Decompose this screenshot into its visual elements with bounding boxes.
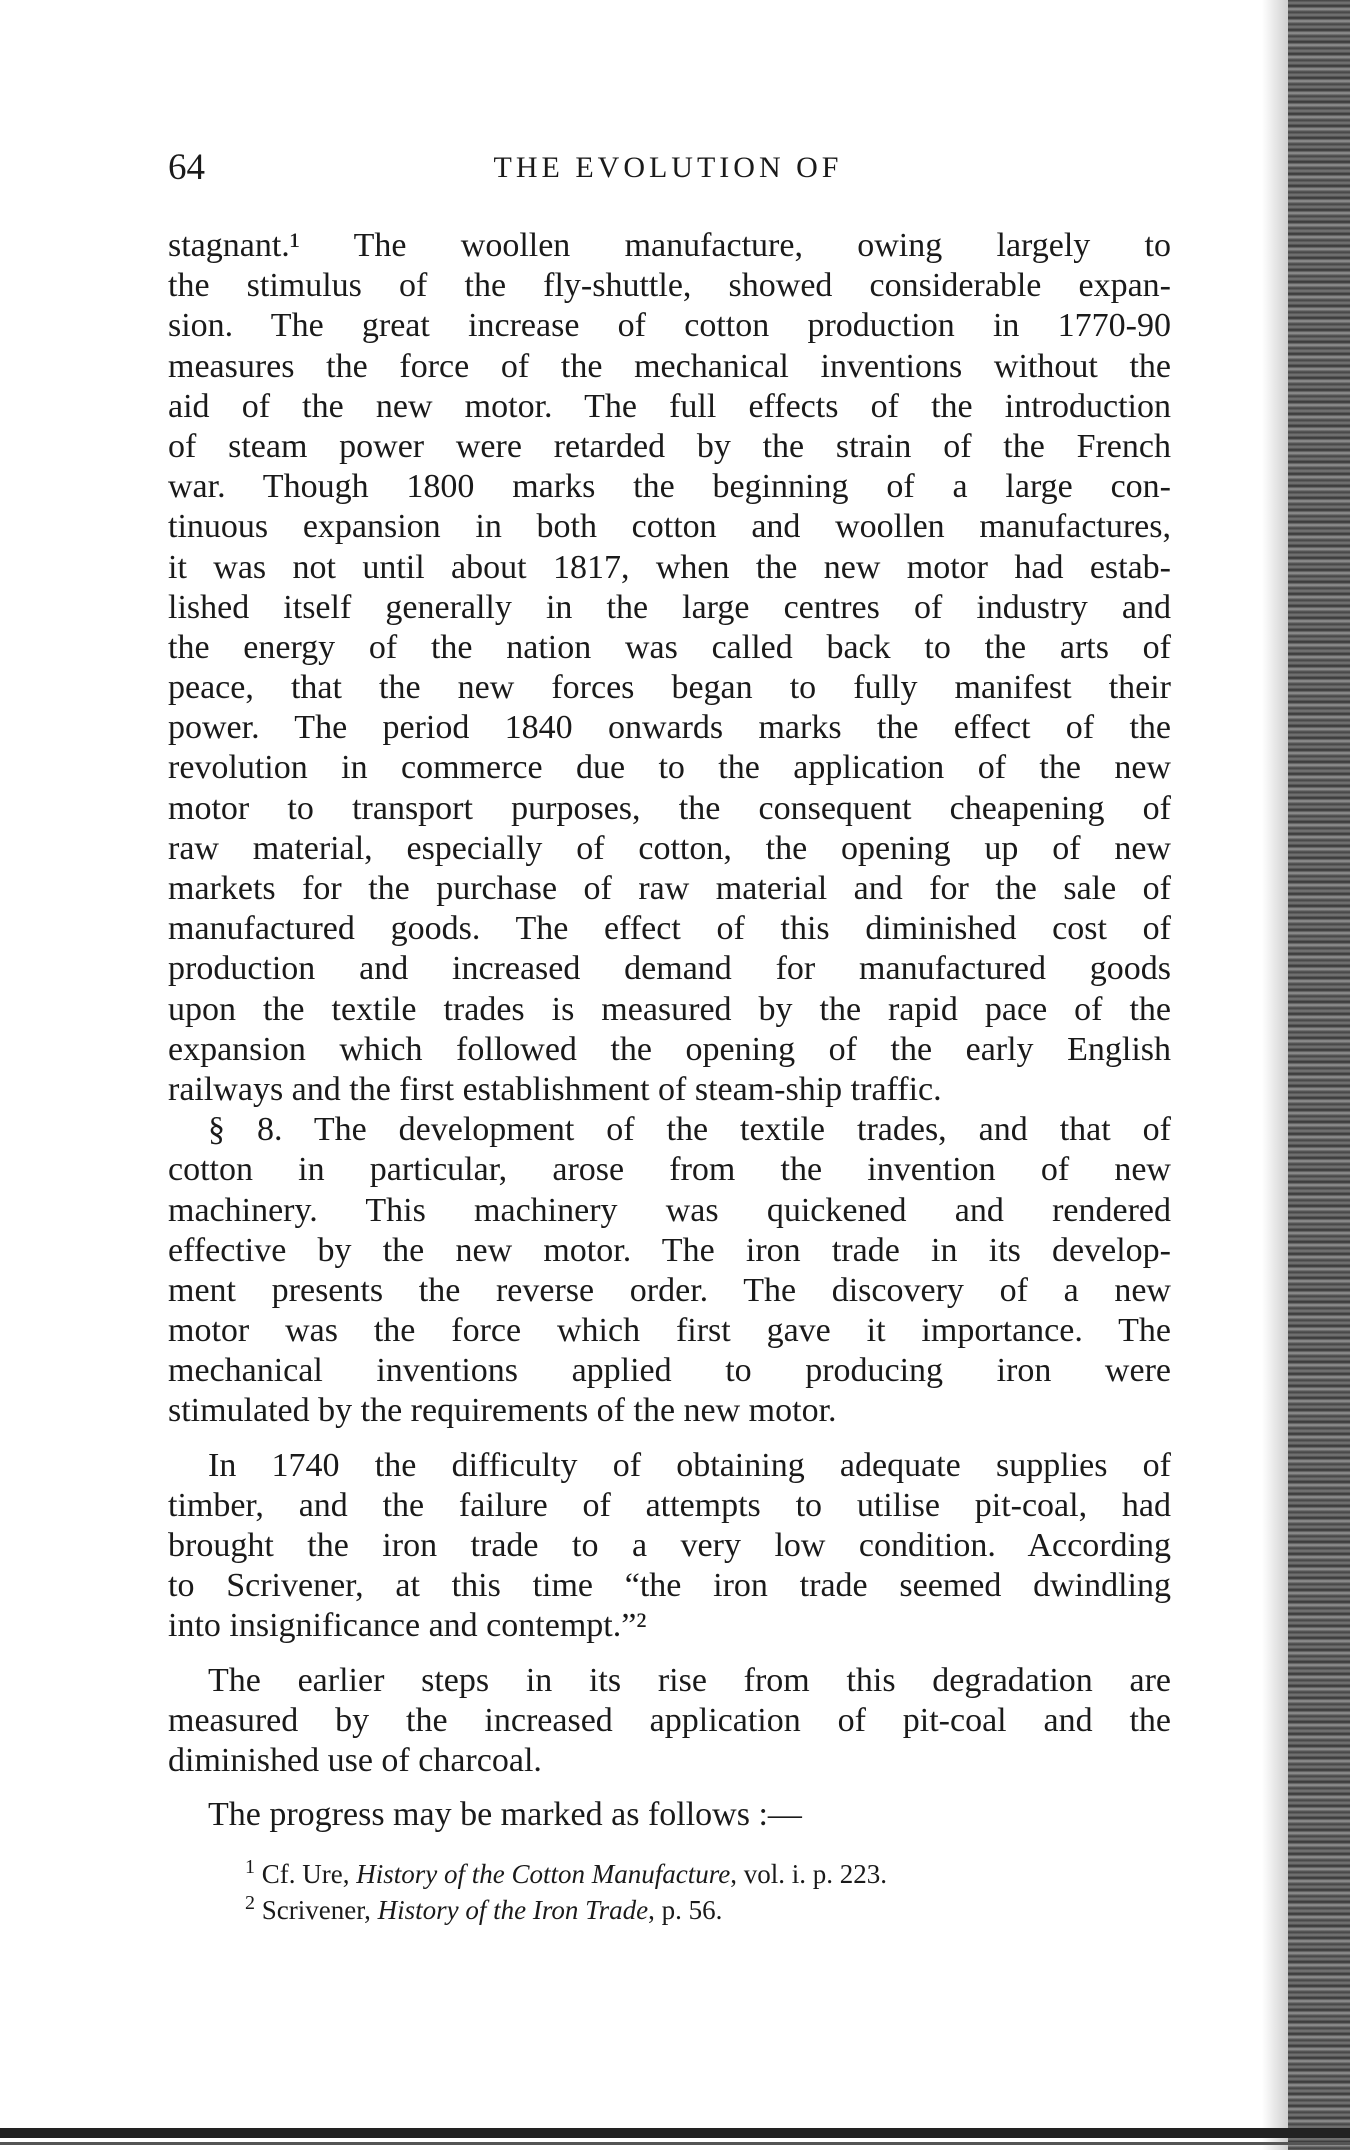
binding-edge (1288, 0, 1350, 2150)
text-line: production and increased demand for manufactured goods (168, 950, 1171, 988)
text-line: motor to transport purposes, the consequent cheapening of (168, 789, 1171, 827)
text-line: mechanical inventions applied to producing iron were (168, 1352, 1171, 1390)
footnote (245, 1856, 1165, 1892)
footnote-title: History of the Iron Trade (377, 1895, 649, 1925)
footnote-author: Cf. Ure, (255, 1859, 357, 1889)
text-line: effective by the new motor. The iron trade in its develop- (168, 1231, 1171, 1269)
paragraph-gap (168, 1647, 1171, 1661)
text-line: expansion which followed the opening of the early English (168, 1030, 1171, 1068)
body-text (168, 226, 1171, 1835)
footnote-citation: , p. 56. (648, 1895, 723, 1925)
bottom-edge-line (0, 2142, 1350, 2145)
text-line: manufactured goods. The effect of this diminished cost of (168, 910, 1171, 948)
running-head (168, 146, 1168, 190)
footnote-marker: 2 (245, 1892, 255, 1914)
text-line: The earlier steps in its rise from this degradation are (208, 1661, 1171, 1699)
text-line: measured by the increased application of pit-coal and the (168, 1701, 1171, 1739)
text-line: aid of the new motor. The full effects of the introduction (168, 387, 1171, 425)
binding-shadow (1262, 0, 1288, 2150)
text-line: war. Though 1800 marks the beginning of a large con- (168, 468, 1171, 506)
text-line: into insignificance and contempt.”² (168, 1607, 647, 1645)
text-line: sion. The great increase of cotton production in 1770-90 (168, 307, 1171, 345)
text-line: revolution in commerce due to the application of the new (168, 749, 1171, 787)
text-line: measures the force of the mechanical inventions without the (168, 347, 1171, 385)
text-line: of steam power were retarded by the strain of the French (168, 427, 1171, 465)
text-line: machinery. This machinery was quickened and rendered (168, 1191, 1171, 1229)
text-line: timber, and the failure of attempts to utilise pit-coal, had (168, 1486, 1171, 1524)
text-line: stagnant.¹ The woollen manufacture, owing largely to (168, 227, 1171, 264)
text-line: tinuous expansion in both cotton and woollen manufactures, (168, 508, 1171, 546)
text-line: diminished use of charcoal. (168, 1741, 542, 1779)
text-line: ment presents the reverse order. The discovery of a new (168, 1271, 1171, 1309)
text-line: motor was the force which first gave it importance. The (168, 1312, 1171, 1350)
text-line: to Scrivener, at this time “the iron trade seemed dwindling (168, 1567, 1171, 1605)
text-line: cotton in particular, arose from the invention of new (168, 1151, 1171, 1189)
text-line: power. The period 1840 onwards marks the effect of the (168, 709, 1171, 747)
running-title: THE EVOLUTION OF (493, 151, 843, 184)
text-line: brought the iron trade to a very low condition. According (168, 1527, 1171, 1564)
text-line: In 1740 the difficulty of obtaining adequate supplies of (208, 1446, 1171, 1484)
text-line: § 8. The development of the textile trades, and that of (208, 1111, 1171, 1149)
footnote-author: Scrivener, (255, 1895, 378, 1925)
bottom-edge (0, 2128, 1350, 2138)
text-line: stimulated by the requirements of the new motor. (168, 1392, 837, 1430)
text-line: railways and the first establishment of steam-ship traffic. (168, 1070, 942, 1108)
page-number: 64 (168, 147, 205, 188)
text-line: peace, that the new forces began to fully manifest their (168, 669, 1171, 707)
footnote-title: History of the Cotton Manufacture (356, 1859, 731, 1889)
text-line: upon the textile trades is measured by the rapid pace of the (168, 990, 1171, 1028)
paragraph-gap (168, 1432, 1171, 1446)
footnote-citation: , vol. i. p. 223. (730, 1859, 887, 1889)
text-line: the stimulus of the fly-shuttle, showed considerable expan- (168, 267, 1171, 305)
footnote-marker: 1 (245, 1856, 255, 1878)
text-line: the energy of the nation was called back to the arts of (168, 628, 1171, 666)
footnote (245, 1892, 1165, 1928)
text-line: lished itself generally in the large centres of industry and (168, 588, 1171, 626)
text-line: raw material, especially of cotton, the opening up of new (168, 829, 1171, 867)
text-line: The progress may be marked as follows :— (208, 1796, 802, 1834)
footnotes (245, 1856, 1165, 1928)
text-line: it was not until about 1817, when the new motor had estab- (168, 548, 1171, 586)
text-line: markets for the purchase of raw material and for the sale of (168, 870, 1171, 907)
paragraph-gap (168, 1781, 1171, 1795)
